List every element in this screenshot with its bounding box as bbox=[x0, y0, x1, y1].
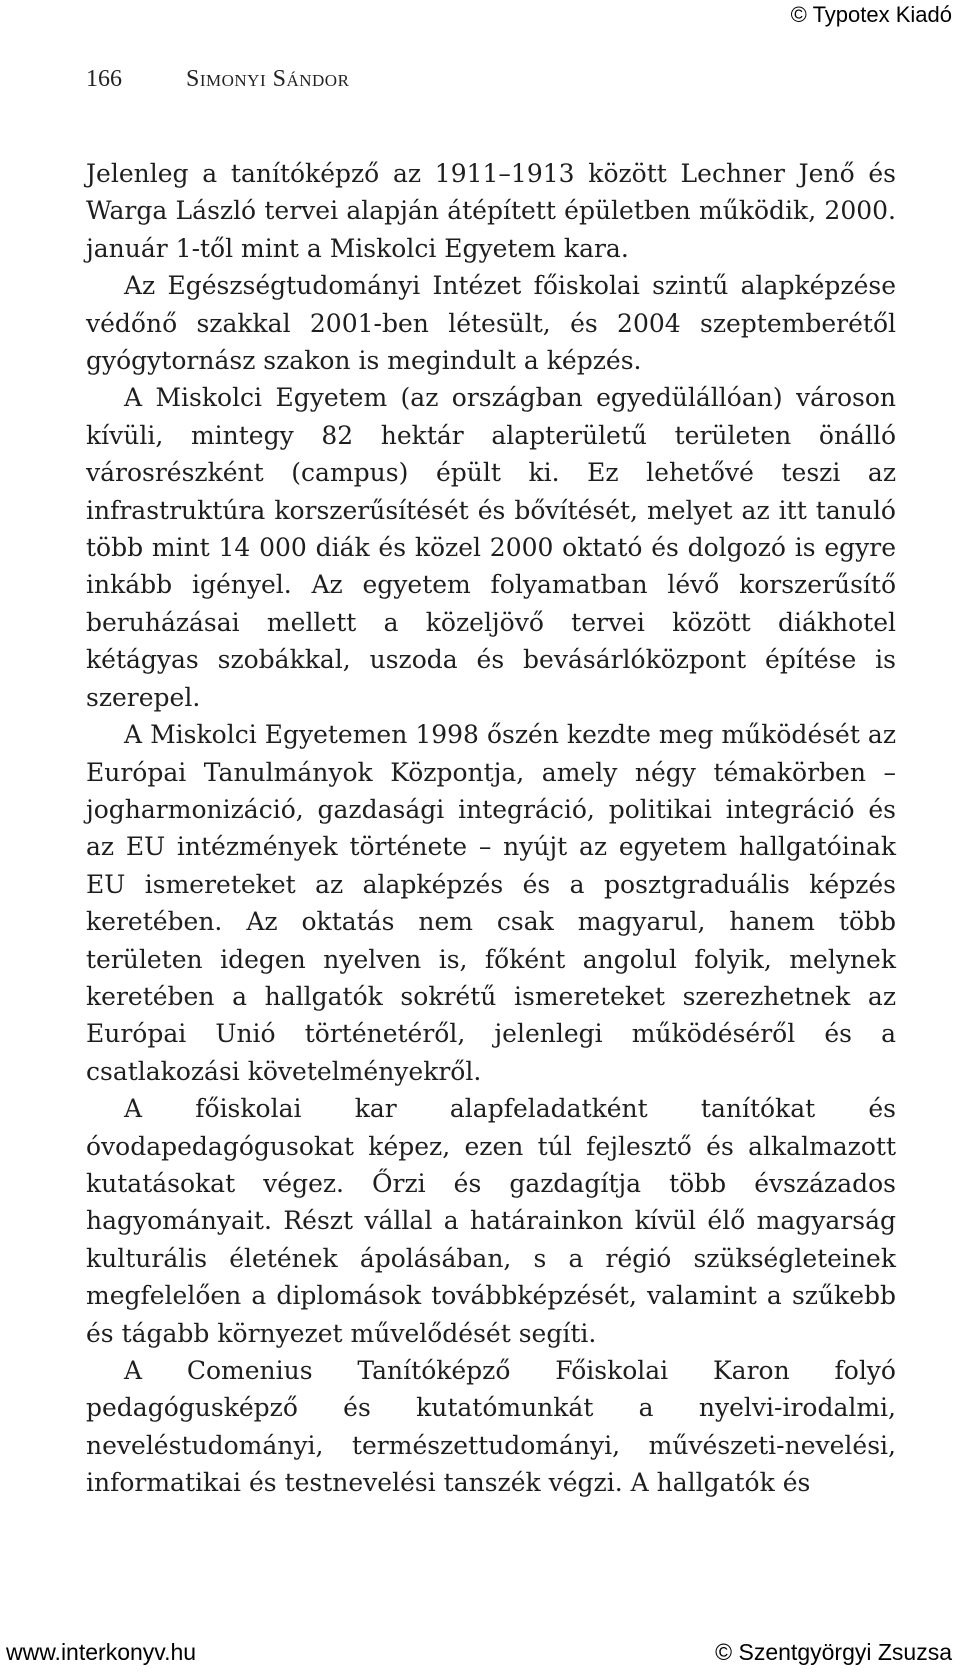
paragraph: A főiskolai kar alapfeladatként tanítókat és óvodapedagógusokat képez, ezen túl fejlesztő és alkalmazott kutatásokat végez. Őrzi és gazdagítja több évszázados hagyományait. Részt vállal a határainkon kívül élő magyarság kulturális életének ápolásában, s a régió szükségleteinek megfelelően a diplomások továbbképzését, valamint a szűkebb és tágabb környezet művelődését segíti. bbox=[86, 1094, 896, 1348]
publisher-copyright: © Typotex Kiadó bbox=[790, 2, 952, 27]
author-copyright: © Szentgyörgyi Zsuzsa bbox=[715, 1639, 952, 1665]
paragraph: A Comenius Tanítóképző Főiskolai Karon folyó pedagógusképző és kutatómunkát a nyelvi-irodalmi, neveléstudományi, természettudományi, művészeti-nevelési, informatikai és testnevelési tanszék végzi. A hallgatók és bbox=[86, 1356, 896, 1498]
author-name: Simonyi Sándor bbox=[186, 66, 350, 92]
body-text bbox=[86, 155, 896, 1502]
paragraph: A Miskolci Egyetem (az országban egyedülállóan) városon kívüli, mintegy 82 hektár alapterületű területen önálló városrészként (campus) épült ki. Ez lehetővé teszi az infrastruktúra korszerűsítését és bővítését, melyet az itt tanuló több mint 14 000 diák és közel 2000 oktató és dolgozó is egyre inkább igényel. Az egyetem folyamatban lévő korszerűsítő beruházásai mellett a közeljövő tervei között diákhotel kétágyas szobákkal, uszoda és bevásárlóközpont építése is szerepel. bbox=[86, 383, 896, 712]
website-link[interactable]: www.interkonyv.hu bbox=[6, 1639, 197, 1665]
running-header bbox=[86, 66, 349, 93]
paragraph: Jelenleg a tanítóképző az 1911–1913 között Lechner Jenő és Warga László tervei alapján átépített épületben működik, 2000. január 1-től mint a Miskolci Egyetem kara. bbox=[86, 159, 896, 263]
paragraph: A Miskolci Egyetemen 1998 őszén kezdte meg működését az Európai Tanulmányok Központja, amely négy témakörben – jogharmonizáció, gazdasági integráció, politikai integráció és az EU intézmények története – nyújt az egyetem hallgatóinak EU ismereteket az alapképzés és a posztgraduális képzés keretében. Az oktatás nem csak magyarul, hanem több területen idegen nyelven is, főként angolul folyik, melynek keretében a hallgatók sokrétű ismereteket szerezhetnek az Európai Unió történetéről, jelenlegi működéséről és a csatlakozási követelményekről. bbox=[86, 720, 896, 1086]
paragraph: Az Egészségtudományi Intézet főiskolai szintű alapképzése védőnő szakkal 2001-ben létesült, és 2004 szeptemberétől gyógytornász szakon is megindult a képzés. bbox=[86, 271, 896, 376]
page-number: 166 bbox=[86, 66, 122, 92]
